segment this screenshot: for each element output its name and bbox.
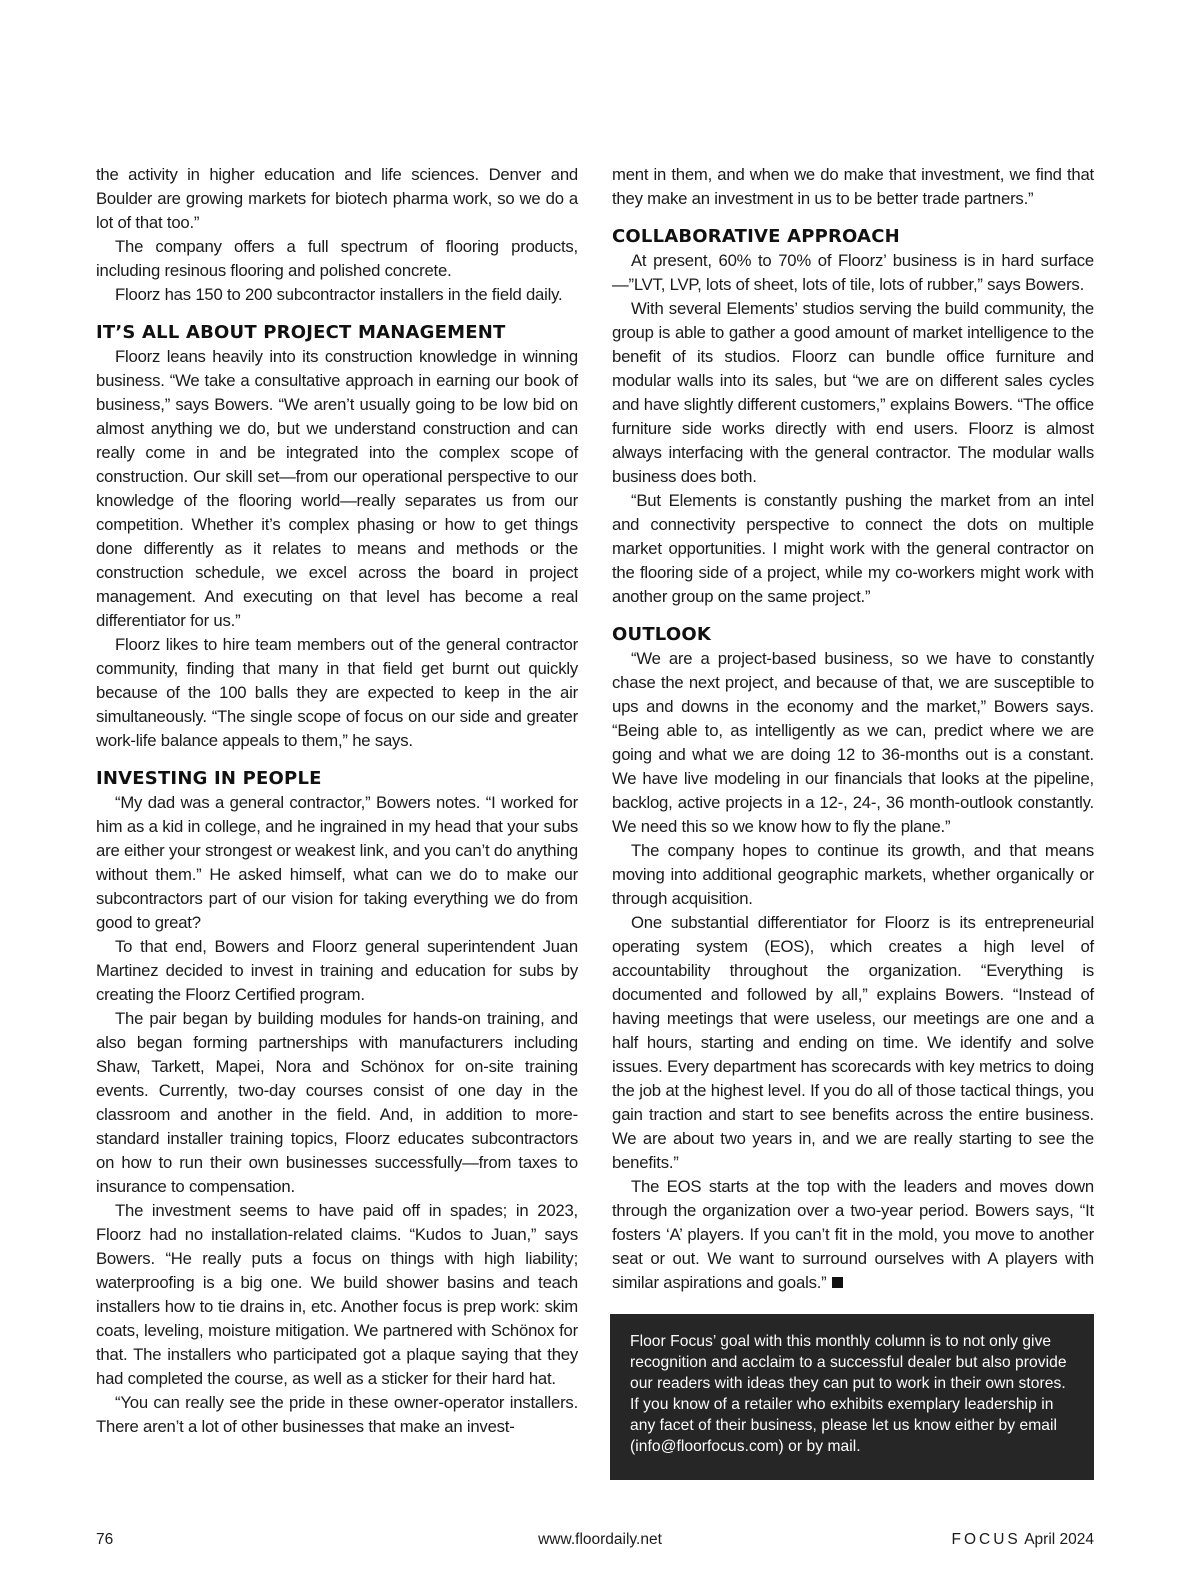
sidebar-note	[610, 1314, 1094, 1480]
closing-paragraph	[612, 1175, 1094, 1295]
section-heading-collaborative: COLLABORATIVE APPROACH	[612, 226, 900, 247]
section-heading-project-management: IT’S ALL ABOUT PROJECT MANAGEMENT	[96, 322, 506, 343]
paragraph: The company hopes to continue its growth, and that means moving into additional geographic markets, whether organically or through acquisition.	[612, 841, 1094, 908]
footer-brand: FOCUS	[951, 1531, 1021, 1548]
paragraph: The company offers a full spectrum of flooring products, including resinous flooring and polished concrete.	[96, 237, 578, 280]
paragraph: Floorz leans heavily into its construction knowledge in winning business. “We take a consultative approach in earning our book of business,” says Bowers. “We aren’t usually going to be low bid on almost anything we do, but we understand construction and can really come in and be integrated into the complex scope of construction. Our skill set—from our operational perspective to our knowledge of the flooring world—really separates us from our competition. Whether it’s complex phasing or how to get things done differently as it relates to means and methods or the construction schedule, we excel across the board in project management. And executing on that level has become a real differentiator for us.”	[96, 347, 578, 630]
closing-text: The EOS starts at the top with the leaders and moves down through the organization over a two-year period. Bowers says, “It fosters ‘A’ players. If you can’t fit in the mold, you move to another seat or out. We want to surround ourselves with A players with similar aspirations and goals.”	[612, 1177, 1094, 1292]
paragraph: At present, 60% to 70% of Floorz’ business is in hard surface—”LVT, LVP, lots of sheet, lots of tile, lots of rubber,” says Bowers.	[612, 251, 1094, 294]
paragraph: The investment seems to have paid off in spades; in 2023, Floorz had no installation-related claims. “Kudos to Juan,” says Bowers. “He really puts a focus on things with high liability; waterproofing is a big one. We build shower basins and teach installers how to tie drains in, etc. Another focus is prep work: skim coats, leveling, moisture mitigation. We partnered with Schönox for that. The installers who participated got a plaque saying that they had completed the course, as well as a sticker for their hard hat.	[96, 1201, 578, 1388]
left-column	[96, 163, 578, 1439]
paragraph: the activity in higher education and life sciences. Denver and Boulder are growing markets for biotech pharma work, so we do a lot of that too.”	[96, 165, 578, 232]
page-number: 76	[96, 1531, 114, 1548]
paragraph: Floorz has 150 to 200 subcontractor installers in the field daily.	[115, 285, 563, 304]
footer-url: www.floordaily.net	[538, 1531, 662, 1548]
paragraph: “We are a project-based business, so we have to constantly chase the next project, and because of that, we are susceptible to ups and downs in the economy and the market,” Bowers says. “Being able to, as intelligently as we can, predict where we are going and what we are doing 12 to 36-months out is a constant. We have live modeling in our financials that looks at the pipeline, backlog, active projects in a 12-, 24-, 36 month-outlook constantly. We need this so we know how to fly the plane.”	[612, 649, 1094, 836]
paragraph: To that end, Bowers and Floorz general superintendent Juan Martinez decided to invest in training and education for subs by creating the Floorz Certified program.	[96, 937, 578, 1004]
section-heading-investing: INVESTING IN PEOPLE	[96, 768, 322, 789]
footer-issue-date: April 2024	[1024, 1531, 1094, 1548]
sidebar-text: Floor Focus’ goal with this monthly column is to not only give recognition and acclaim to a successful dealer but also provide our readers with ideas they can put to work in their own stores. If you know of a retailer who exhibits exemplary leadership in any facet of their business, please let us know either by email (info@floorfocus.com) or by mail.	[630, 1333, 1067, 1455]
paragraph: “But Elements is constantly pushing the market from an intel and connectivity perspective to connect the dots on multiple market opportunities. I might work with the general contractor on the flooring side of a project, while my co-workers might work with another group on the same project.”	[612, 491, 1094, 606]
paragraph: One substantial differentiator for Floorz is its entrepreneurial operating system (EOS), which creates a high level of accountability throughout the organization. “Everything is documented and followed by all,” explains Bowers. “Instead of having meetings that were useless, our meetings are one and a half hours, starting and ending on time. We identify and solve issues. Every department has scorecards with key metrics to doing the job at the highest level. If you do all of those tactical things, you gain traction and start to see benefits across the entire business. We are about two years in, and we are really starting to see the benefits.”	[612, 913, 1094, 1172]
paragraph: ment in them, and when we do make that investment, we find that they make an investment in us to be better trade partners.”	[612, 165, 1094, 208]
paragraph: “You can really see the pride in these owner-operator installers. There aren’t a lot of other businesses that make an invest-	[96, 1393, 578, 1436]
end-mark-icon	[832, 1277, 843, 1288]
right-column	[612, 163, 1094, 1295]
paragraph: With several Elements’ studios serving the build community, the group is able to gather a good amount of market intelligence to the benefit of its studios. Floorz can bundle office furniture and modular walls into its sales, but “we are on different sales cycles and have slightly different customers,” explains Bowers. “The office furniture side works directly with end users. Floorz is almost always interfacing with the general contractor. The modular walls business does both.	[612, 299, 1094, 486]
paragraph: “My dad was a general contractor,” Bowers notes. “I worked for him as a kid in college, and he ingrained in my head that your subs are either your strongest or weakest link, and you can’t do anything without them.” He asked himself, what can we do to make our subcontractors part of our vision for taking everything we do from good to great?	[96, 793, 578, 932]
section-heading-outlook: OUTLOOK	[612, 624, 711, 645]
footer-issue	[952, 1531, 1095, 1549]
paragraph: The pair began by building modules for hands-on training, and also began forming partnerships with manufacturers including Shaw, Tarkett, Mapei, Nora and Schönox for on-site training events. Currently, two-day courses consist of one day in the classroom and another in the field. And, in addition to more-standard installer training topics, Floorz educates subcontractors on how to run their own businesses successfully—from taxes to insurance to compensation.	[96, 1009, 578, 1196]
paragraph: Floorz likes to hire team members out of the general contractor community, finding that many in that field get burnt out quickly because of the 100 balls they are expected to keep in the air simultaneously. “The single scope of focus on our side and greater work-life balance appeals to them,” he says.	[96, 635, 578, 750]
